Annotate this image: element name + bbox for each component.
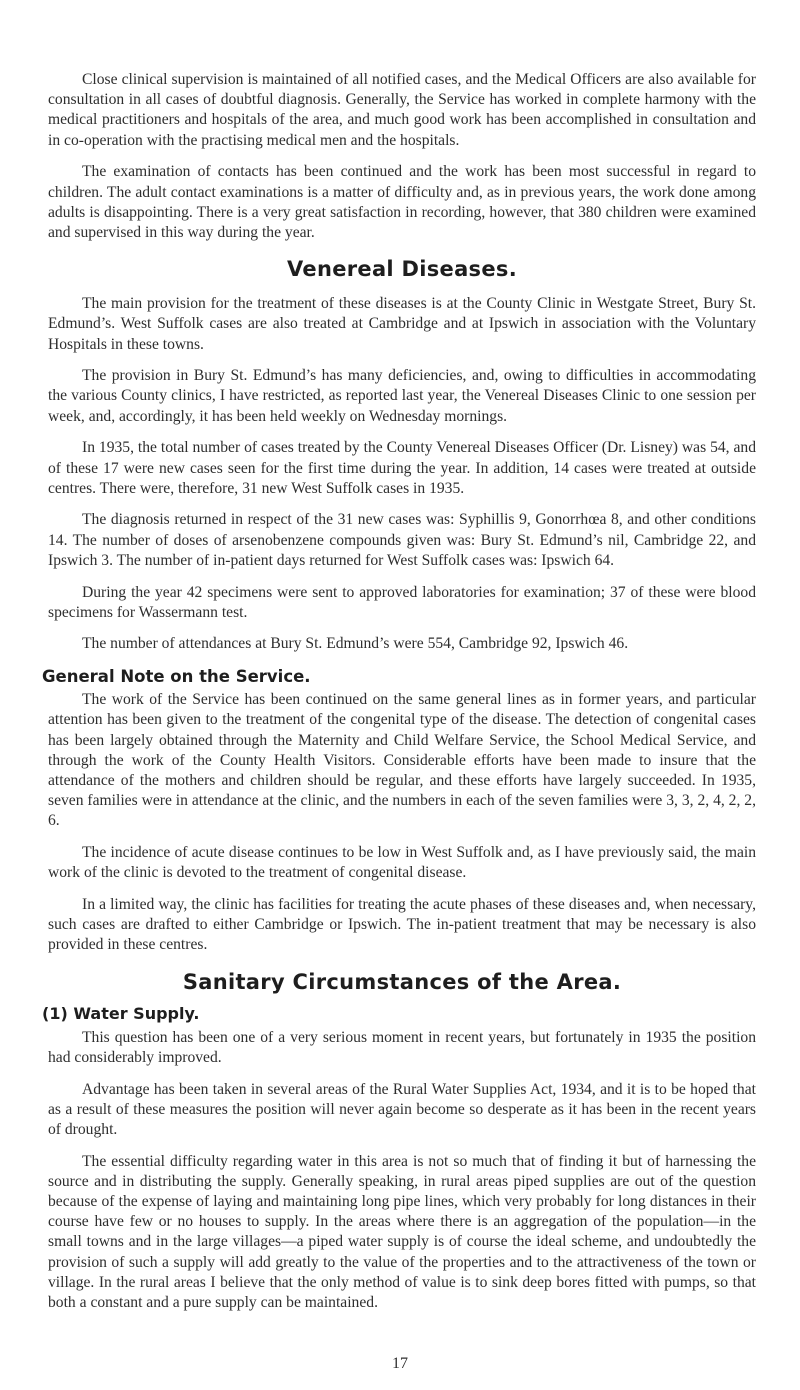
page-number: 17 [392, 1355, 408, 1372]
paragraph: Advantage has been taken in several areas of the Rural Water Supplies Act, 1934, and it is to be hoped that as a result of these measures the position will never again become so desperate as it has been in the recent years of drought. [48, 1080, 756, 1138]
paragraph: The essential difficulty regarding water in this area is not so much that of finding it but of harnessing the source and in distributing the supply. Generally speaking, in rural areas piped supplies are out of the question because of the expense of laying and maintaining long pipe lines, which very probably for long distances in their course have few or no houses to supply. In the areas where there is an aggregation of the population—in the small towns and in the large villages—a piped water supply is of course the ideal scheme, and undoubtedly the provision of such a supply will add greatly to the value of the properties and to the attractiveness of the town or village. In the rural areas I believe that the only method of value is to sink deep bores fitted with pumps, so that both a constant and a pure supply can be maintained. [48, 1152, 756, 1312]
section-heading: Sanitary Circumstances of the Area. [182, 969, 622, 994]
paragraph: During the year 42 specimens were sent to approved laboratories for examination; 37 of these were blood specimens for Wassermann test. [48, 583, 756, 621]
paragraph: The incidence of acute disease continues to be low in West Suffolk and, as I have previously said, the main work of the clinic is devoted to the treatment of congenital disease. [48, 844, 756, 882]
sanitary-section [42, 969, 756, 1314]
section-heading: Venereal Diseases. [287, 257, 517, 282]
paragraph: The number of attendances at Bury St. Edmund’s were 554, Cambridge 92, Ipswich 46. [82, 635, 629, 653]
venereal-diseases-section [48, 256, 756, 655]
paragraph: This question has been one of a very serious moment in recent years, but fortunately in 1935 the position had considerably improved. [48, 1028, 756, 1066]
general-note-section [42, 666, 756, 955]
paragraph: The work of the Service has been continued on the same general lines as in former years, and particular attention has been given to the treatment of the congenital type of the disease. The detection of congenital cases has been largely obtained through the Maternity and Child Welfare Service, the School Medical Service, and through the work of the County Health Visitors. Considerable efforts have been made to insure that the attendance of the mothers and children should be regular, and these efforts have largely succeeded. In 1935, seven families were in attendance at the clinic, and the numbers in each of the seven families were 3, 3, 2, 4, 2, 2, 6. [48, 691, 756, 830]
paragraph: In 1935, the total number of cases treated by the County Venereal Diseases Officer (Dr. Lisney) was 54, and of these 17 were new cases seen for the first time during the year. In addition, 14 cases were treated at outside centres. There were, therefore, 31 new West Suffolk cases in 1935. [48, 439, 756, 497]
paragraph: The diagnosis returned in respect of the 31 new cases was: Syphillis 9, Gonorrhœa 8, and other conditions 14. The number of doses of arsenobenzene compounds given was: Bury St. Edmund’s nil, Cambridge 22, and Ipswich 3. The number of in-patient days returned for West Suffolk cases was: Ipswich 64. [48, 511, 756, 569]
paragraph: In a limited way, the clinic has facilities for treating the acute phases of these diseases and, when necessary, such cases are drafted to either Cambridge or Ipswich. The in-patient treatment that may be necessary is also provided in these centres. [48, 896, 756, 954]
section-heading: General Note on the Service. [42, 667, 311, 687]
subsection-heading: (1) Water Supply. [42, 1003, 200, 1023]
paragraph: Close clinical supervision is maintained of all notified cases, and the Medical Officers are also available for consultation in all cases of doubtful diagnosis. Generally, the Service has worked in complete harmony with the medical practitioners and hospitals of the area, and much good work has been accomplished in consultation and in co-operation with the practising medical men and the hospitals. [48, 71, 756, 149]
paragraph: The provision in Bury St. Edmund’s has many deficiencies, and, owing to difficulties in accommodating the various County clinics, I have restricted, as reported last year, the Venereal Diseases Clinic to one session per week, and, accordingly, it has been held weekly on Wednesday mornings. [48, 367, 756, 425]
paragraph: The main provision for the treatment of these diseases is at the County Clinic in Westgate Street, Bury St. Edmund’s. West Suffolk cases are also treated at Cambridge and at Ipswich in association with the Voluntary Hospitals in these towns. [48, 295, 756, 353]
paragraph: The examination of contacts has been continued and the work has been most successful in regard to children. The adult contact examinations is a matter of difficulty and, as in previous years, the work done among adults is disappointing. There is a very great satisfaction in recording, however, that 380 children were examined and supervised in this way during the year. [48, 163, 756, 241]
intro-section [48, 70, 756, 243]
